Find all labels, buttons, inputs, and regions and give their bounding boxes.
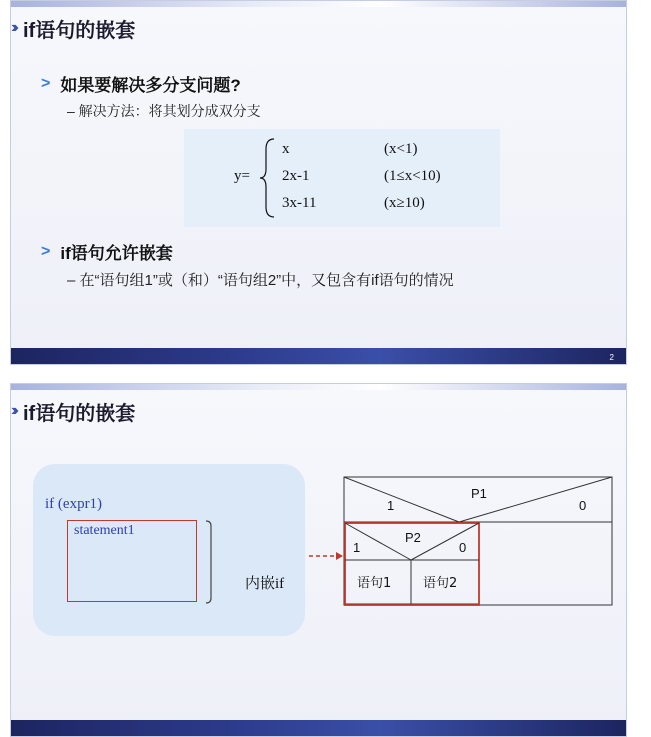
bullet-text: 如果要解决多分支问题? <box>60 76 241 95</box>
left-brace-icon <box>258 137 276 219</box>
page-number: 2 <box>609 353 614 362</box>
formula-expr: 3x-11 <box>282 195 317 211</box>
bullet-multi-branch <box>41 71 241 96</box>
title-arrows-icon: ››› <box>11 19 15 36</box>
slide-title-text: if语句的嵌套 <box>22 19 136 42</box>
nsd-inner-false: 0 <box>459 540 467 555</box>
code-statement-line: statement1 <box>74 523 135 538</box>
nsd-stmt2: 语句2 <box>423 576 458 591</box>
ns-flowchart <box>343 476 615 606</box>
nsd-inner-cond: P2 <box>405 530 421 545</box>
nsd-outer-true: 1 <box>387 498 395 513</box>
title-arrows-icon: ››› <box>11 402 15 419</box>
formula-expr: x <box>282 141 290 157</box>
nsd-stmt1: 语句1 <box>357 576 392 591</box>
nsd-inner-true: 1 <box>353 540 361 555</box>
slide-title-text: if语句的嵌套 <box>22 402 136 425</box>
code-example-box <box>33 464 305 636</box>
bullet-nesting-allowed <box>41 239 173 264</box>
formula-cond: (1≤x<10) <box>384 168 441 184</box>
slide-title <box>11 11 135 45</box>
slide-header-glow <box>11 1 626 7</box>
sub-point-solution: – 解决方法：将其划分成双分支 <box>67 103 261 119</box>
slide-1 <box>10 0 627 365</box>
dashed-arrow-icon <box>309 550 345 562</box>
bullet-chevron-icon: > <box>41 242 51 260</box>
slide-title <box>11 394 135 428</box>
slide-footer-bar <box>11 720 626 736</box>
bullet-chevron-icon: > <box>41 74 51 92</box>
slide-footer-bar <box>11 348 626 364</box>
embedded-if-label: 内嵌if <box>245 576 285 592</box>
nested-statement-box <box>67 520 197 602</box>
slide-header-glow <box>11 384 626 390</box>
nsd-outer-false: 0 <box>579 498 587 513</box>
bullet-text: if语句允许嵌套 <box>60 244 173 263</box>
formula-cond: (x<1) <box>384 141 418 157</box>
formula-cond: (x≥10) <box>384 195 425 211</box>
nsd-outer-cond: P1 <box>471 486 487 501</box>
formula-lhs: y= <box>234 168 250 184</box>
code-if-line: if (expr1) <box>45 496 103 512</box>
right-bracket-icon <box>205 520 215 604</box>
slide-2 <box>10 383 627 737</box>
piecewise-formula <box>184 129 500 227</box>
sub-point-nesting: – 在“语句组1”或（和）“语句组2”中，又包含有if语句的情况 <box>67 272 454 289</box>
formula-expr: 2x-1 <box>282 168 310 184</box>
